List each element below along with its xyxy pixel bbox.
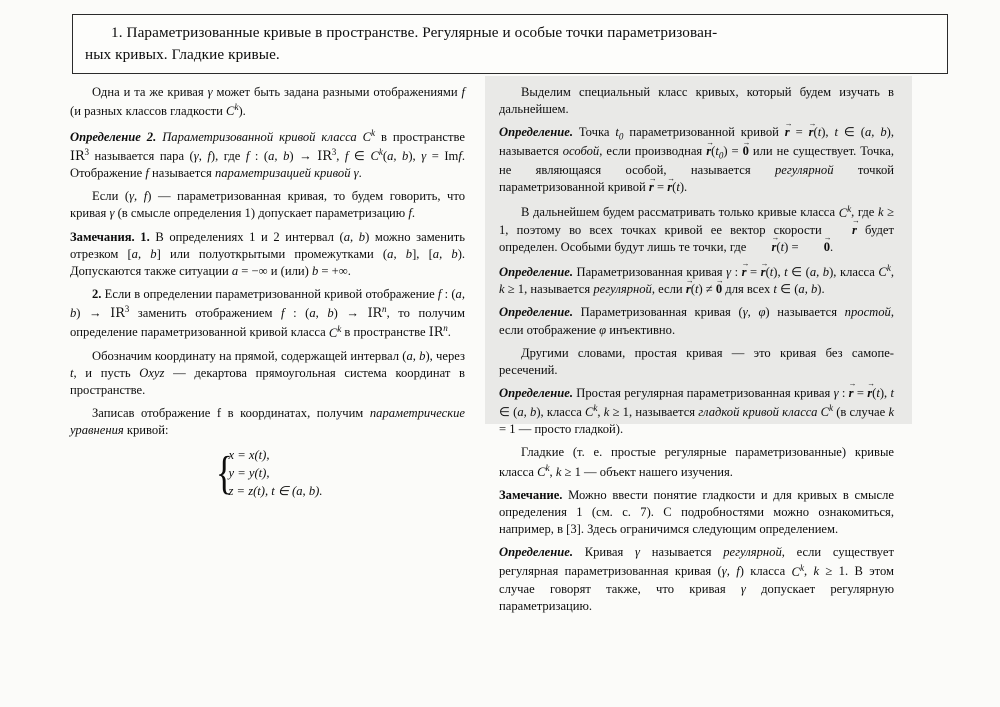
- right-para-6: Другими словами, простая кривая — это кривая без самопересечений.: [499, 345, 894, 377]
- right-definition-special-point: Определение. Точка $t_0$ параметризованной кривой r → = r →(t), t ∈ (a, b), называется особой, если производная $r \to(t_0) = 0$ → или не существует. Точка, не являющаяся особой, называется регулярной точкой параметризованной кривой r → = r →(t).: [499, 124, 894, 196]
- section-title-line-2: ных кривых. Гладкие кривые.: [85, 45, 280, 63]
- remark-label: Замечание.: [499, 487, 563, 502]
- left-para-7-b: кривой:: [126, 423, 169, 438]
- remarks-label: Замечания. 1.: [70, 229, 150, 244]
- system-brace: {: [215, 447, 233, 500]
- definition-label-5: Определение.: [499, 545, 573, 560]
- left-column: [70, 84, 465, 621]
- right-remark: Замечание. Можно ввести понятие гладкости и для кривых в смысле определения 1 (см. с. 7). С подробностями можно ознакомиться, например, в [3]. Здесь ограничимся следующим определением.: [499, 487, 894, 537]
- equation-row-y: y = y(t),: [228, 466, 270, 481]
- left-para-7: [70, 405, 465, 439]
- parametric-equations-display: [70, 447, 465, 501]
- section-title-box: [72, 14, 948, 74]
- left-para-1: Одна и та же кривая γ может быть задана разными отображениями f (и разных классов гладкости $C^k$).: [70, 85, 466, 119]
- section-title-text-1: Параметризованные кривые в пространстве. Регулярные и особые точки параметризован-: [126, 24, 718, 41]
- definition-label-1: Определение.: [499, 125, 573, 140]
- equation-row-x: x = x(t),: [228, 448, 270, 463]
- right-definition-regular-curve: Определение. Кривая γ называется регулярной, если существует регулярная параметризованная кривая (γ, f) класса $C^k$, k ≥ 1. В этом случае говорят также, что кривая γ допускает регулярную параметризацию.: [499, 545, 895, 613]
- right-column: [499, 84, 894, 621]
- left-definition-2: Определение 2. Параметризованной кривой класса $C^k$ в пространстве $IR^3$ называется пара (γ, f), где f : (a, $b) \to IR^3$, f ∈ $C^k(a$, b), γ = Imf. Отображение f называется параметризацией кривой γ.: [70, 127, 466, 181]
- definition-label-2: Определение.: [499, 265, 573, 280]
- right-para-8: Гладкие (т. е. простые регулярные параметризованные) кривые класса $C^k$, k ≥ 1 — объект нашего изучения.: [499, 445, 894, 479]
- left-remarks-2: 2. Если в определении параметризованной кривой отображение f : (a, $b) \to IR^3$ заменить отображением f : (a, $b) \to IR^n$, то получим определение параметризованной кривой класса $C^k$ в пространстве $IR^n$.: [70, 286, 465, 340]
- section-title-line-1: [85, 22, 937, 44]
- right-definition-regular: Определение. Параметризованная кривая γ : r → = r →(t), t ∈ (a, b), класса $C^k$, k ≥ 1, называется регулярной, если r →(t) ≠ 0 → для всех t ∈ (a, b).: [499, 262, 894, 298]
- definition-label-4: Определение.: [499, 385, 573, 400]
- equation-row-z: z = z(t), t ∈ (a, b).: [228, 484, 323, 499]
- left-remarks-1: Замечания. 1. В определениях 1 и 2 интервал (a, b) можно заменить отрезком [a, b] или полуоткрытыми промежутками (a, b], [a, b). Допускаются также ситуации a = −∞ и (или) b = +∞.: [70, 229, 466, 278]
- right-para-1: Выделим специальный класс кривых, который будем изучать в дальнейшем.: [499, 85, 894, 117]
- equation-system: [213, 447, 323, 501]
- right-definition-smooth: Определение. Простая регулярная параметризованная кривая γ : r → = r →(t), t ∈ (a, b), класса $C^k$, k ≥ 1, называется гладкой кривой класса $C^k$ (в случае k = 1 — просто гладкой).: [499, 385, 894, 439]
- left-para-3: Если (γ, f) — параметризованная кривая, то будем говорить, что кривая γ (в смысле определения 1) допускает параметризацию f.: [70, 189, 465, 221]
- remark-2-label: 2.: [92, 286, 102, 301]
- definition-2-label: Определение 2.: [70, 129, 157, 144]
- section-number: 1.: [111, 24, 123, 41]
- two-column-body: [22, 84, 978, 621]
- left-para-7-em: параметрические уравнения: [70, 406, 465, 438]
- left-para-6: Обозначим координату на прямой, содержащей интервал (a, b), через t, и пусть Oxyz — декартова прямоугольная система координат в пространстве.: [70, 348, 465, 397]
- right-para-3: В дальнейшем будем рассматривать только кривые класса $C^k$, где k ≥ 1, поэтому во всех точках кривой ее вектор скорости r → будет определен. Особыми будут лишь те точки, где r →(t) = 0 →.: [499, 202, 894, 256]
- left-para-7-a: Записав отображение f в координатах, получим: [92, 406, 364, 421]
- right-definition-simple: Определение. Параметризованная кривая (γ, φ) называется простой, если отображение φ инъективно.: [499, 305, 894, 337]
- definition-label-3: Определение.: [499, 305, 573, 320]
